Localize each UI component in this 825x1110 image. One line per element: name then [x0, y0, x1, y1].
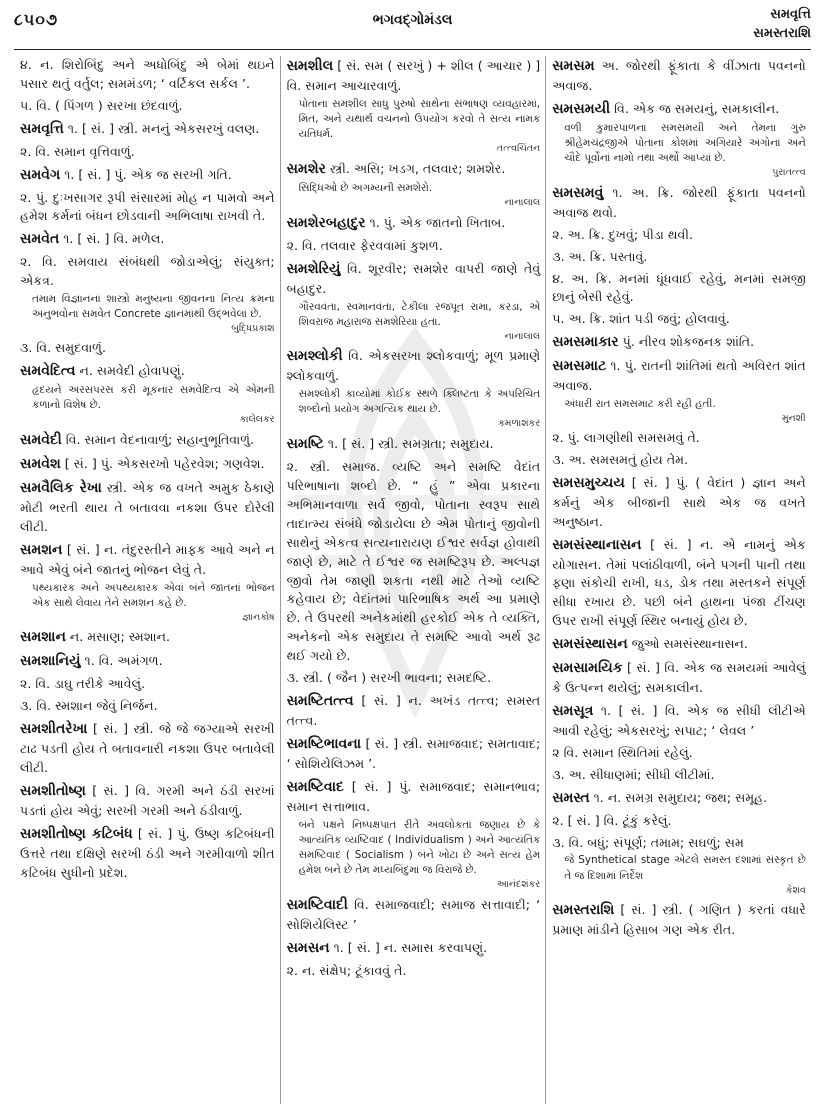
sense-entry: [552, 429, 806, 448]
sense-entry: [20, 143, 275, 162]
citation-source: પુરાતત્ત્વ: [772, 167, 806, 179]
entry-definition: ૨. વિ. ડાઘુ તરીકે આવેલું.: [20, 676, 146, 692]
entry-headword: સમશેર: [286, 160, 326, 177]
dictionary-entry: [20, 540, 275, 625]
citation-text: અંધારી રાત સમસમાટ કરી રહી હતી.: [564, 398, 716, 411]
entry-citation: [552, 397, 806, 426]
citation-text: ગૌરવવંતા, સ્વમાનવંતા, ટેકીલા રજપૂત રામા, કરડા, એ શિવરાજ મહારાજ સમશેરિયા હતા.: [298, 300, 541, 328]
entry-definition: ન. સમવેદી હોવાપણું.: [79, 362, 185, 378]
sense-entry: [552, 451, 806, 470]
sense-entry: [287, 669, 541, 688]
citation-source: કમળાશંકર: [498, 418, 541, 430]
entry-headword: સમસમાટ: [552, 358, 607, 375]
citation-source: તત્ત્વચિંતન: [496, 143, 541, 155]
dictionary-entry: [552, 900, 806, 940]
dictionary-entry: [287, 346, 541, 431]
dictionary-entry: [20, 165, 275, 186]
entry-definition: ૨. ન. સંક્ષેપ; ટૂંકાવવું તે.: [286, 962, 407, 978]
dictionary-entry: [287, 213, 541, 234]
entry-definition: પું. નીરવ શોકજનક શાંતિ.: [622, 334, 755, 350]
entry-headword: સમસંસ્થાસન: [552, 636, 628, 653]
entry-definition: [ સં. ] પું. ( વેદાંત ) જ્ઞાન અને કર્મનું એક બીજાની સાથે એક જ વખતે અનુષ્ઠાન.: [552, 474, 806, 529]
dictionary-entry: [287, 56, 541, 156]
entry-citation: [287, 181, 541, 210]
entry-definition: ૨. વિ. તલવાર ફેરવવામાં કુશળ.: [286, 237, 443, 253]
entry-definition: ૨. પું. દુઃખસાગર રૂપી સંસારમાં મોહ ન પામવો અને હમેશ કર્મનાં બંધન છોડવાની અભિલાષા રાખવી તે.: [20, 189, 275, 224]
citation-text: પથ્યકારક અને અપથ્યકારક એવાં બંને જાતનાં ભોજન એક સાથે લેવાય તેને સમશન કહે છે.: [32, 581, 275, 609]
entry-headword: સમષ્ટિતત્ત્વ: [286, 692, 354, 709]
sense-entry: [287, 237, 541, 256]
entry-headword: સમવેગ: [20, 166, 61, 183]
sense-entry: [552, 766, 806, 785]
entry-definition: જુઓ સમસંસ્થાનાસન.: [631, 636, 748, 652]
dictionary-entry: [552, 183, 806, 223]
dictionary-entry: [20, 361, 275, 427]
entry-citation: [552, 853, 806, 897]
dictionary-entry: [287, 691, 541, 731]
entry-citation: [552, 121, 806, 180]
entry-headword: સમશેરબહાદુર: [286, 214, 366, 231]
entry-definition: ૩. સ્ત્રી. ( જૈન ) સરખી ભાવના; સમદષ્ટિ.: [286, 670, 492, 686]
entry-headword: સમવેદિત્વ: [20, 362, 76, 379]
sense-entry: [552, 226, 806, 245]
entry-definition: [ સં. ] સ્ત્રી. ( ગણિત ) કરતાં વધારે પ્રમાણ માંડીને હિસાબ ગણ એક રીત.: [552, 902, 806, 938]
entry-definition: ૩. અ. સમસમતું હોય તેમ.: [552, 451, 689, 467]
dictionary-entry: [552, 658, 806, 698]
dictionary-entry: [287, 259, 541, 344]
citation-text: વળી કુમારપાળના સમસમયી અને તેમના ગુરુ શ્રીહેમચંદ્રજીએ પોતાના કોશમાં અગિયારે અંગોનાં અને ચૌદે પૂર્વોનાં નામો તથા અર્થો આપ્યાં છે.: [564, 121, 806, 165]
entry-headword: સમસ્તરાશિ: [552, 902, 615, 919]
entry-citation: [287, 818, 541, 892]
entry-definition: ૩. વિ. સ્મશાન જેવું નિર્જન.: [20, 698, 158, 714]
entry-definition: ૧. ન. સમગ્ર સમુદાય; જથ; સમૂહ.: [593, 789, 768, 805]
entry-headword: સમવૃત્તિ: [20, 120, 64, 137]
entry-definition: [ સં. ] ન. એ નામનું એક યોગાસન. તેમાં પલાંઠીવાળી, બંને પગની પાની તથા ફણા સંકોચી રાખી, ધડ, ડોક તથા મસ્તકને સંપૂર્ણ સીધા રખાય છે. પછી બંને હાથના પંજા ટીંચણ ઉપર રાખી સંપૂર્ણ સ્થિર બનાયું હોય છે.: [552, 536, 806, 629]
dictionary-entry: [552, 99, 806, 180]
entry-headword: સમશાનિયું: [20, 653, 81, 670]
dictionary-entry: [552, 473, 806, 532]
sense-entry: [552, 270, 806, 308]
entry-headword: સમશ્લોકી: [286, 348, 343, 365]
dictionary-title: ભગવદ્ગોમંડલ: [372, 12, 453, 28]
entry-headword: સમવેત: [20, 231, 60, 248]
citation-source: જ્ઞાનકોષ: [242, 611, 275, 623]
entry-definition: [ સં. ] પું. એકસરખો પહેરવેશ; ગણવેશ.: [64, 455, 265, 471]
entry-definition: [ સં. ] ન. અખંડ તત્ત્વ; સમસ્ત તત્ત્વ.: [286, 692, 541, 728]
entry-definition: ૩. અ. સીધાણમાં; સીધી લીટીમાં.: [552, 766, 715, 782]
entry-headword: સમશાન: [20, 629, 66, 646]
dictionary-entry: [287, 734, 541, 774]
sense-entry: [287, 458, 541, 666]
dictionary-entry: [287, 895, 541, 935]
entry-definition: [ સં. ] સ્ત્રી. સમાજવાદ; સમતાવાદ; ‘ સોશિયેલિઝમ ’.: [286, 735, 541, 771]
column-right: [545, 56, 811, 1104]
entry-definition: અ. જોરથી ફૂંકાતા કે વીંઝાતા પવનનો અવાજ.: [552, 58, 806, 93]
page-number: ૮૫૦૭: [14, 10, 59, 29]
entry-citation: [20, 581, 275, 625]
entry-definition: ૧. [ સં. ] સ્ત્રી. મનનું એકસરખું વલણ.: [67, 120, 260, 136]
dictionary-entry: [552, 56, 806, 96]
entry-headword: સમસ્ત: [552, 789, 590, 806]
citation-text: સમશ્લોકી કાવ્યોમાં કોઈક સ્થળે ક્લિષ્ટતા કે અપરિચિત શબ્દોનો પ્રયોગ અગત્યિક થાય છે.: [298, 388, 541, 416]
entry-definition: ૧. [ સં. ] સ્ત્રી. સમગ્રતા; સમુદાય.: [327, 436, 494, 452]
entry-headword: સમવૈલિક રેખા: [20, 479, 102, 496]
dictionary-entry: [20, 627, 275, 648]
dictionary-entry: [20, 781, 275, 821]
entry-headword: સમસૂત્ર: [552, 702, 594, 719]
dictionary-entry: [287, 159, 541, 210]
entry-definition: ૫. અ. ક્રિ. શાંત પડી જવું; હોલવાવું.: [552, 311, 730, 327]
entry-definition: ૩. અ. ક્રિ. પસ્તાવું.: [552, 248, 648, 264]
entry-citation: [287, 300, 541, 344]
entry-headword: સમશીલ: [286, 58, 334, 74]
sense-entry: [552, 248, 806, 267]
dictionary-entry: [552, 332, 806, 353]
sense-entry: [552, 310, 806, 329]
entry-definition: ૨. અ. ક્રિ. દુખવું; પીડા થવી.: [552, 226, 693, 242]
dictionary-entry: [20, 454, 275, 475]
entry-headword: સમશીતોષ્ણ કટિબંધ: [20, 825, 133, 842]
citation-source: કાલેલકર: [239, 414, 275, 426]
dictionary-entry: [20, 119, 275, 140]
entry-definition: વિ. સમાજવાદી; સમાજ સત્તાવાદી; ‘ સોશિયેલિસ્ટ ’: [286, 896, 541, 932]
sense-entry: [20, 56, 275, 94]
entry-definition: ૨ વિ. સમાન સ્થિતિમાં રહેલું.: [552, 744, 693, 760]
sense-entry: [20, 697, 275, 716]
citation-source: નાનાલાલ: [504, 196, 541, 208]
sense-entry: [20, 97, 275, 116]
guide-words: [753, 6, 811, 44]
entry-definition: [ સં. ] વિ. ગરમી અને ઠંડી સરખાં પડતાં હોય એવું; સરખી ગરમી અને ઠંડીવાળું.: [20, 783, 275, 819]
dictionary-entry: [287, 434, 541, 455]
dictionary-entry: [552, 788, 806, 809]
entry-citation: [20, 292, 275, 336]
entry-headword: સમસમુચ્ચય: [552, 474, 625, 491]
entry-definition: ૧. [ સં. ] વિ. મળેલ.: [63, 231, 165, 247]
entry-headword: સમશન: [20, 541, 63, 558]
entry-headword: સમવેદી: [20, 431, 62, 448]
citation-text: હૃદયને અરસપરસ કરી મૂકનાર સમવેદિત્વ એ એમની કળાનો વિશેષ છે.: [32, 383, 275, 412]
entry-headword: સમસંસ્થાનાસન: [552, 536, 642, 553]
entry-definition: ૧. [ સં. ] ન. સમાસ કરવાપણું.: [333, 939, 488, 955]
entry-definition: વિ. સમાન વેદનાવાળું; સહાનુભૂતિવાળું.: [65, 431, 255, 447]
entry-definition: [ સં. સમ ( સરખું ) + શીલ ( આચાર ) ] વિ. સમાન આચારવાળું.: [286, 58, 541, 93]
dictionary-entry: [287, 938, 541, 959]
entry-definition: [ સં. ] સ્ત્રી. જે જે જગ્યાએ સરખી ટાઢ પડતી હોય તે બતાવનારી નકશા ઉપર બતાવેલી લીટી.: [20, 721, 275, 776]
dictionary-entry: [20, 430, 275, 451]
dictionary-entry: [552, 356, 806, 426]
entry-definition: [ સં. ] પું. ઉષ્ણ કટિબંધની ઉત્તરે તથા દક્ષિણે સરખી ઠંડી અને ગરમીવાળો શીત કટિબંધ સુધીનો પ્રદેશ.: [20, 825, 275, 880]
dictionary-entry: [552, 535, 806, 632]
citation-source: આનંદશંકર: [496, 878, 541, 890]
entry-definition: [ સં. ] ન. તંદુરસ્તીને માફક આવે અને ન આવે એવું બંને જાતનું ભોજન લેવું તે.: [20, 541, 275, 577]
entry-headword: સમષ્ટિવાદી: [286, 896, 348, 913]
page-header: [14, 6, 811, 50]
entry-headword: સમસન: [286, 939, 330, 956]
entry-definition: ૧. પું. એક જાતનો ખિતાબ.: [369, 214, 506, 230]
entry-definition: ન. મસાણ; સ્મશાન.: [69, 629, 171, 645]
entry-definition: ૧. [ સં. ] વિ. એક જ સીધી લીટીએ આવી રહેલું; એકસરખું; સપાટ; ‘ લેવલ ’: [552, 702, 806, 738]
dictionary-columns: [14, 56, 811, 1104]
entry-definition: [ સં. ] વિ. એક જ સમયમાં આવેલું કે ઉત્પન્ન થયેલું; સમકાલીન.: [552, 660, 806, 696]
citation-text: પોતાના સમશીલ સાધુ પુરુષો સાથેના સંભાષણ વ્યવહારમાં, મિત, અને યથાર્થ વચનનો ઉપયોગ કરવો તે સત્ય નામક યતિધર્મ.: [298, 97, 541, 141]
entry-headword: સમષ્ટિભાવના: [286, 735, 362, 752]
dictionary-entry: [552, 701, 806, 741]
guide-word-last: સમસ્તરાશિ: [753, 25, 811, 41]
entry-headword: સમષ્ટિ: [286, 436, 324, 453]
entry-definition: વિ. શૂરવીર; સમશેર વાપરી જાણે તેવું બહાદુર.: [286, 260, 541, 296]
dictionary-entry: [552, 634, 806, 655]
citation-text: જે Synthetical stage એટલે સમસ્ત દશામાં સંસ્કૃત છે તે જ દિશામાં નિર્દેશ: [564, 854, 806, 882]
sense-entry: [20, 339, 275, 358]
sense-entry: [20, 253, 275, 336]
citation-text: તમામ વિજ્ઞાનનાં શાસ્ત્રો મનુષ્યના જીવનના નિત્ય ક્રમના અનુભવોના સમવેત Concrete જ્ઞાનમાંથી ઉદ્ભવેલાં છે.: [32, 293, 275, 321]
sense-entry: [552, 834, 806, 898]
entry-definition: ૨. પું. લાગણીથી સમસમવું તે.: [552, 429, 700, 445]
sense-entry: [20, 675, 275, 694]
sense-entry: [552, 744, 806, 763]
entry-headword: સમષ્ટિવાદ: [286, 778, 344, 795]
column-left: [14, 56, 280, 1104]
entry-definition: ૨. વિ. સમાન વૃત્તિવાળું.: [20, 143, 135, 159]
dictionary-entry: [20, 229, 275, 250]
guide-word-first: સમવૃત્તિ: [770, 7, 811, 22]
entry-headword: સમશીતોષ્ણ: [20, 783, 86, 800]
sense-entry: [552, 812, 806, 831]
entry-citation: [287, 387, 541, 431]
dictionary-entry: [20, 478, 275, 537]
entry-definition: ૪. ન. શિરોબિંદુ અને અધોબિંદુ એ બેમાં થઇને પસાર થતું વર્તુલ; સમમંડળ; ‘ વર્ટિકલ સર્કલ ’.: [20, 57, 275, 91]
entry-definition: ૧. અ. ક્રિ. જોરથી ફૂંકાતા પવનનો અવાજ થવો.: [552, 184, 806, 220]
entry-definition: વિ. એક જ સમયનું, સમકાલીન.: [614, 100, 780, 116]
entry-definition: ૫. વિ. ( પિંગળ ) સરખા છંદવાળું.: [20, 97, 183, 113]
citation-source: કેશવ: [785, 884, 806, 896]
entry-definition: ૩. વિ. સમુદવાળું.: [20, 340, 106, 356]
citation-source: બુદ્ધિપ્રકાશ: [231, 323, 275, 335]
citation-text: બંને પક્ષને નિષ્પક્ષપાત રીતે અવલોકતાં જણાય છે કે આત્યંતિક વ્યષ્ટિવાદ ( Individualism ) અને આત્યંતિક સમષ્ટિવાદ ( Socialism ) બંને ખોટા છે અને સત્ય હેમ હમેશ બને છે તેમ મધ્યબિંદુમાં જ વિરાજે છે.: [298, 818, 541, 876]
citation-source: નાનાલાલ: [504, 330, 541, 342]
dictionary-entry: [20, 719, 275, 778]
entry-headword: સમસમ: [552, 58, 595, 74]
entry-definition: ૧. પું. રાતની શાંતિમાં થતો અવિરત શાંત અવાજ.: [552, 358, 806, 394]
entry-headword: સમશીતરેખા: [20, 721, 88, 738]
entry-definition: ૪. અ. ક્રિ. મનમાં ધૂંધવાઈ રહેવું, મનમાં સમજી છાનું બેસી રહેવું.: [552, 270, 806, 305]
entry-definition: સ્ત્રી. અસિ; ખડગ, તલવાર; શમશેર.: [329, 160, 506, 176]
entry-headword: સમસમાકાર: [552, 334, 619, 351]
entry-definition: [ સં. ] પું. સમાજવાદ; સમાનભાવ; સમાન સત્તાભાવ.: [286, 778, 541, 814]
sense-entry: [20, 189, 275, 227]
entry-citation: [287, 97, 541, 156]
entry-definition: ૨. સ્ત્રી. સમાજ. વ્યષ્ટિ અને સમષ્ટિ વેદાંત પરિભાષાના શબ્દો છે. “ હું ” એવા પ્રકારના અભિમાનવાળા સર્વ જીવો, પોતાના સ્વરૂપ સાથે તાદાત્મ્ય સંબંધે જોડાયેલા છે એમ પોતાનું જીવોની સાથેનું એકત્વ સત્યનારાયણ ઈશ્વર સર્વજ્ઞ હોવાથી જાણે છે, માટે તે ઈશ્વર જ સમષ્ટિરૂપ છે. અલ્પજ્ઞ જીવો તેમ જાણી શકતા નથી માટે તેઓ વ્યષ્ટિ કહેવાય છે; વેદાંતમાં પારિભાષિક અર્થ આ પ્રમાણે છે. તે ઉપરથી અનેકમાંથી હરકોઈ એક તે વ્યક્તિ, અનેકનો એક સમુદાય તે સમષ્ટિ આવો અર્થ રૂઢ થઈ ગયો છે.: [286, 459, 541, 664]
entry-definition: ૧. વિ. અમંગળ.: [84, 653, 163, 669]
entry-definition: ૧. [ સં. ] પું. એક જ સરખી ગતિ.: [64, 166, 232, 182]
entry-definition: વિ. એકસરખા શ્લોકવાળું; મૂળ પ્રમાણે શ્લોકવાળું.: [286, 348, 541, 384]
entry-definition: ૩. વિ. બધું; સંપૂર્ણ; તમામ; સઘળું; સમ: [552, 834, 744, 850]
citation-source: મુનશી: [781, 413, 806, 425]
citation-text: સિદ્ધિઓ છે અગમ્યની સમશેરો.: [298, 181, 433, 194]
entry-headword: સમસમયી: [552, 100, 611, 117]
dictionary-entry: [20, 824, 275, 883]
entry-definition: ૨. વિ. સમવાય સંબંધથી જોડાએલું; સંયુક્ત; એકત્ર.: [20, 254, 275, 289]
entry-headword: સમસમવું: [552, 184, 604, 201]
entry-headword: સમસામયિક: [552, 660, 623, 677]
entry-headword: સમશેરિયું: [286, 260, 341, 277]
sense-entry: [287, 962, 541, 981]
entry-citation: [20, 383, 275, 427]
entry-definition: ૨. [ સં. ] વિ. ટૂંકું કરેલું.: [552, 812, 672, 828]
dictionary-entry: [287, 777, 541, 892]
dictionary-entry: [20, 651, 275, 672]
entry-definition: સ્ત્રી. એક જ વખતે અમુક ઠેકાણે મોટી ભરતી થાય તે બતાવવા નકશા ઉપર દોરેલી લીટી.: [20, 479, 275, 534]
column-middle: [280, 56, 546, 1104]
entry-headword: સમવેશ: [20, 455, 61, 472]
